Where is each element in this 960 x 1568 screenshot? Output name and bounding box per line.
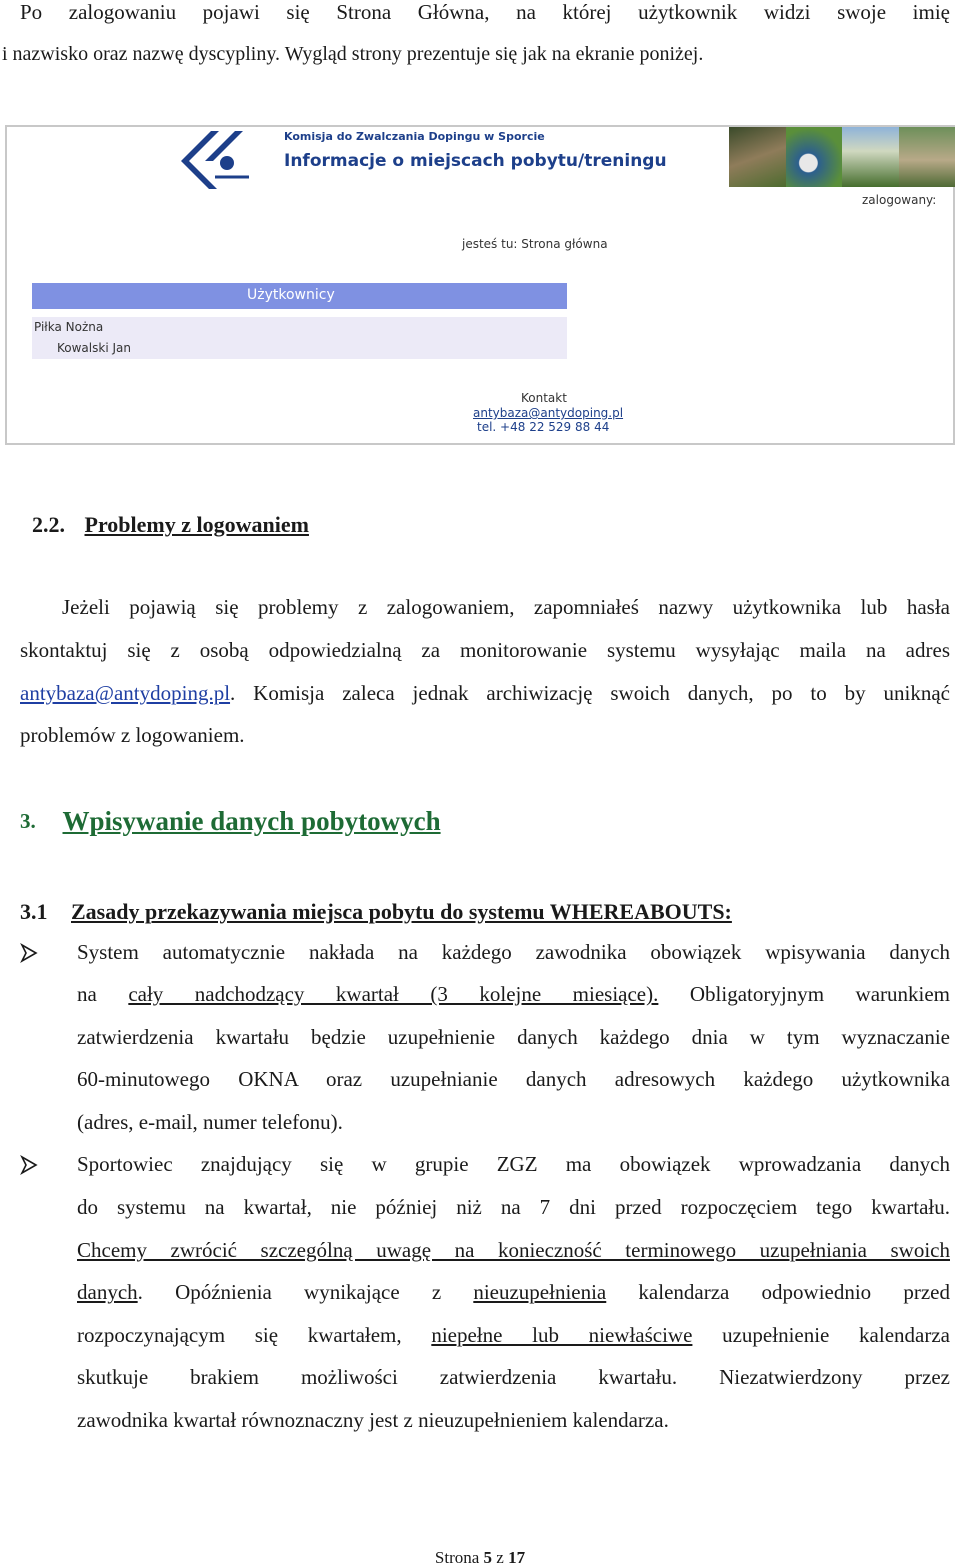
section-title: Wpisywanie danych pobytowych: [62, 806, 441, 836]
bullet-line: (adres, e-mail, numer telefonu).: [77, 1110, 343, 1134]
page-number: 5: [483, 1548, 493, 1567]
page-total: 17: [508, 1548, 526, 1567]
header-photos: [729, 127, 955, 187]
section-number: 3.: [20, 809, 36, 833]
bullet-text: kalendarza odpowiednio przed: [606, 1280, 950, 1304]
section-number: 2.2.: [32, 512, 65, 537]
bullet-line: 60-minutowego OKNA oraz uzupełnianie danych adresowych każdego użytkownika: [77, 1067, 950, 1091]
section-title: Problemy z logowaniem: [84, 512, 309, 537]
arrow-bullet-icon: [20, 1155, 38, 1175]
arrow-bullet-icon: [20, 943, 38, 963]
football-photo: [786, 127, 843, 187]
bullet-line: zatwierdzenia kwartału będzie uzupełnienie danych każdego dnia w tym wyznaczanie: [77, 1025, 950, 1049]
bullet-line: System automatycznie nakłada na każdego zawodnika obowiązek wpisywania danych: [77, 940, 950, 964]
organization-name: Komisja do Zwalczania Dopingu w Sporcie: [284, 130, 545, 143]
bullet-line: do systemu na kwartał, nie później niż na 7 dni przed rozpoczęciem tego kwartału.: [77, 1195, 950, 1219]
user-name: Kowalski Jan: [57, 341, 131, 355]
section-number: 3.1: [20, 899, 48, 924]
bullet-line: Sportowiec znajdujący się w grupie ZGZ ma obowiązek wprowadzania danych: [77, 1152, 950, 1176]
section-3-heading: [20, 806, 441, 837]
breadcrumb: jesteś tu: Strona główna: [462, 237, 608, 251]
bullet-line: [77, 984, 950, 1005]
section-3-1-heading: [20, 899, 732, 925]
support-email-link[interactable]: antybaza@antydoping.pl: [20, 681, 231, 705]
kzdws-logo-icon: [175, 127, 255, 189]
underlined-text: danych: [77, 1280, 138, 1304]
bullet-line: [77, 1282, 950, 1303]
users-header-bar: [32, 283, 567, 309]
contact-phone: tel. +48 22 529 88 44: [477, 420, 610, 434]
paragraph-text: . Komisja zaleca jednak archiwizację swoich danych, po to by uniknąć: [230, 681, 950, 705]
site-title: Informacje o miejscach pobytu/treningu: [284, 151, 667, 171]
bullet-line: Chcemy zwrócić szczególną uwagę na konieczność terminowego uzupełniania swoich: [77, 1238, 950, 1262]
bullet-text: rozpoczynającym się kwartałem,: [77, 1323, 432, 1347]
footer-separator: z: [492, 1548, 509, 1567]
users-header-label: Użytkownicy: [247, 287, 335, 303]
swimming-photo: [842, 127, 899, 187]
footer-prefix: Strona: [434, 1548, 484, 1567]
intro-line-1: Po zalogowaniu pojawi się Strona Główna, na której użytkownik widzi swoje imię: [20, 0, 950, 24]
section-2-2-heading: [32, 512, 309, 538]
bullet-line: zawodnika kwartał równoznaczny jest z nieuzupełnieniem kalendarza.: [77, 1408, 669, 1432]
bullet-text: na: [77, 982, 129, 1006]
paragraph-line: skontaktuj się z osobą odpowiedzialną za monitorowanie systemu wysyłając maila na adres: [20, 638, 950, 662]
cycling-photo: [899, 127, 956, 187]
underlined-text: nieuzupełnienia: [473, 1280, 607, 1304]
underlined-text: cały nadchodzący kwartał (3 kolejne miesiące).: [128, 982, 659, 1006]
contact-email-link[interactable]: antybaza@antydoping.pl: [473, 406, 624, 420]
bullet-line: skutkuje brakiem możliwości zatwierdzenia kwartału. Niezatwierdzony przez: [77, 1365, 950, 1389]
website-screenshot: [5, 125, 955, 445]
paragraph-line: [20, 683, 950, 704]
bullet-text: Obligatoryjnym warunkiem: [658, 982, 950, 1006]
paragraph-line: Jeżeli pojawią się problemy z zalogowaniem, zapomniałeś nazwy użytkownika lub hasła: [62, 595, 950, 619]
discipline-label: Piłka Nożna: [34, 320, 104, 334]
underlined-text: niepełne lub niewłaściwe: [431, 1323, 693, 1347]
contact-label: Kontakt: [521, 391, 567, 405]
section-title: Zasady przekazywania miejsca pobytu do systemu WHEREABOUTS:: [71, 899, 732, 924]
logged-in-label: zalogowany:: [862, 193, 937, 207]
bullet-text: . Opóźnienia wynikające z: [137, 1280, 474, 1304]
paragraph-line: problemów z logowaniem.: [20, 723, 245, 747]
page-footer: [0, 1548, 960, 1568]
bullet-line: [77, 1325, 950, 1346]
bullet-text: uzupełnienie kalendarza: [692, 1323, 950, 1347]
intro-line-2: i nazwisko oraz nazwę dyscypliny. Wygląd strony prezentuje się jak na ekranie poniżej.: [2, 43, 704, 65]
sport-photo: [729, 127, 786, 187]
